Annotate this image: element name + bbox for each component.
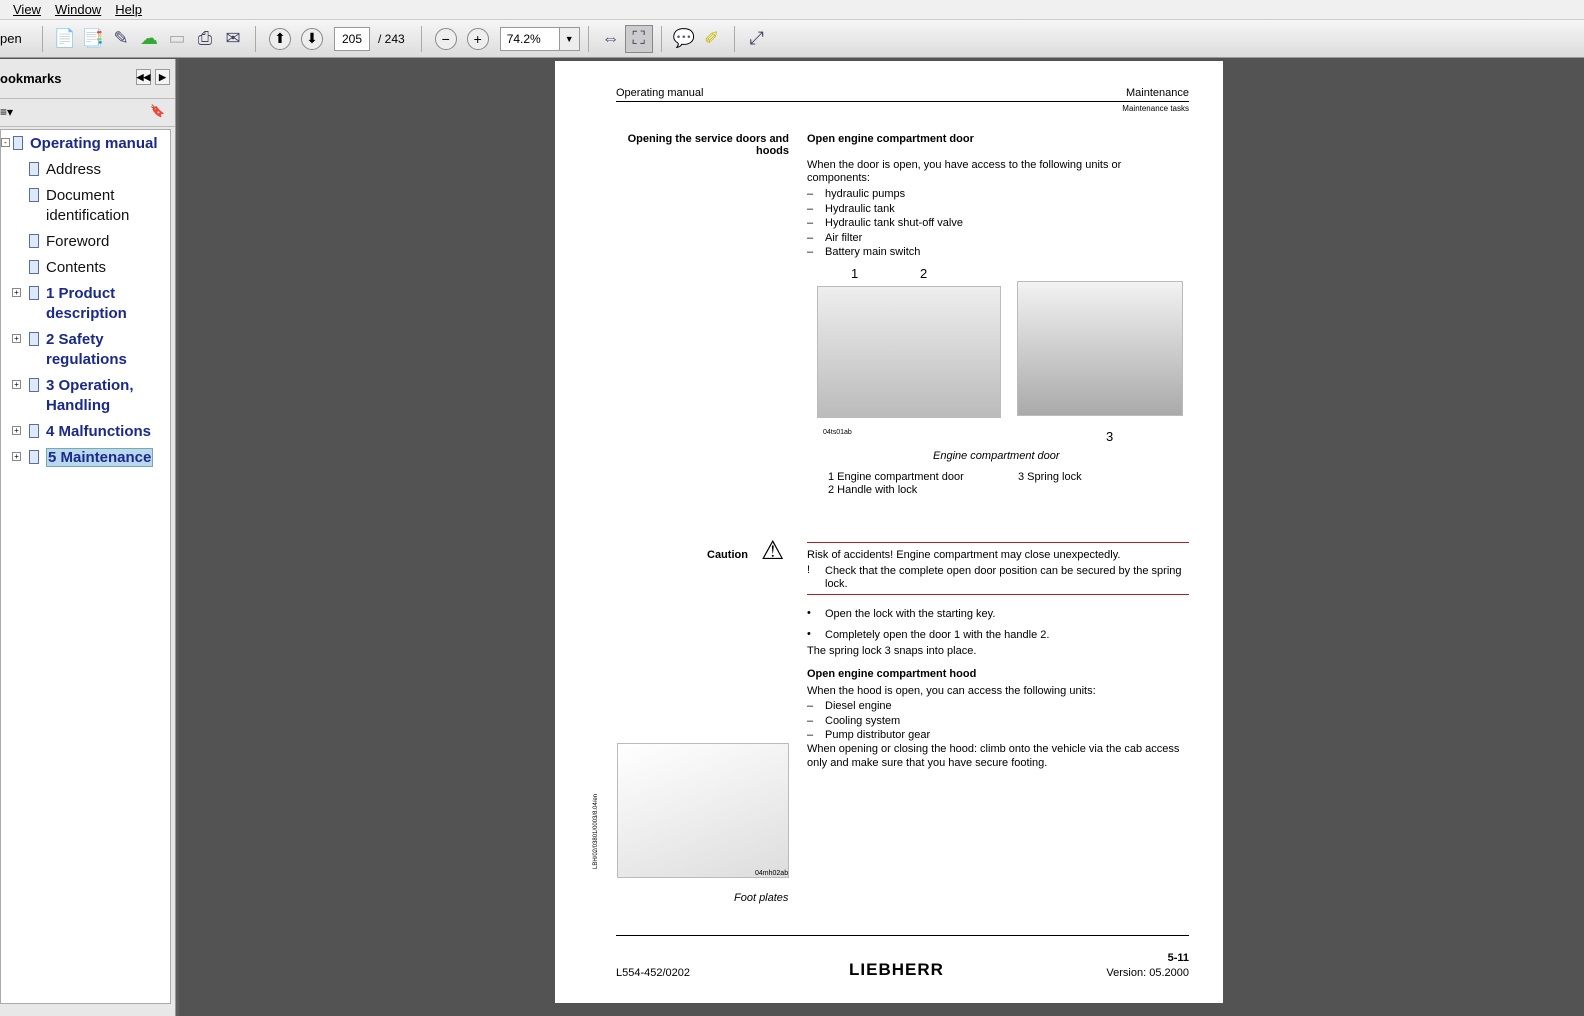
bookmark-label: 1 Product description	[46, 285, 127, 322]
bookmark-label: 4 Malfunctions	[46, 423, 152, 440]
cloud-upload-icon[interactable]: ☁	[140, 28, 158, 48]
list-item-text: Battery main switch	[825, 246, 921, 259]
expand-toggle-icon[interactable]: -	[1, 138, 10, 147]
bookmark-label: 2 Safety regulations	[46, 331, 127, 368]
bookmark-icon	[29, 332, 39, 346]
caution-text: Risk of accidents! Engine compartment may close unexpectedly.	[807, 549, 1121, 561]
bookmark-label: Foreword	[46, 233, 110, 250]
bookmark-icon	[29, 424, 39, 438]
menu-help[interactable]: Help	[115, 2, 142, 17]
footer-page: 5-11	[1167, 952, 1189, 964]
combine-files-icon[interactable]: 📑	[81, 28, 105, 48]
bookmark-item[interactable]	[1, 422, 170, 442]
caution-bang: !	[807, 564, 811, 576]
bookmark-label: Contents	[46, 259, 107, 276]
door-components-list	[807, 187, 963, 260]
list-item: – Pump distributor gear	[807, 729, 931, 742]
full-screen-icon[interactable]: ⤢	[749, 28, 764, 48]
callout-2: 2	[920, 266, 928, 281]
bookmark-icon	[29, 234, 39, 248]
expand-toggle-icon[interactable]: +	[12, 426, 21, 435]
menu-window[interactable]: Window	[54, 2, 102, 17]
figure2-caption: Foot plates	[734, 892, 789, 904]
list-item-text: hydraulic pumps	[825, 188, 906, 200]
side-heading: Opening the service doors and hoods	[627, 133, 789, 157]
bookmark-label: Operating manual	[30, 135, 158, 152]
zoom-out-button[interactable]: −	[435, 28, 457, 50]
figure-code: 04ts01ab	[823, 429, 852, 436]
options-menu-icon[interactable]: ≡▾	[0, 105, 14, 119]
expand-toggle-icon[interactable]: +	[12, 334, 21, 343]
callout-1: 1	[851, 266, 859, 281]
bookmark-item[interactable]	[1, 134, 170, 154]
bookmark-icon	[29, 162, 39, 176]
next-page-button[interactable]: ⬇	[301, 28, 323, 50]
expand-toggle-icon[interactable]: +	[12, 288, 21, 297]
bookmark-label: 3 Operation, Handling	[46, 377, 134, 414]
list-item-text: Diesel engine	[825, 700, 892, 712]
figure-caption: Engine compartment door	[933, 450, 1060, 462]
bookmarks-panel	[0, 59, 176, 1016]
footer-doc-id: L554-452/0202	[616, 967, 691, 979]
list-item: – Hydraulic tank shut-off valve	[807, 217, 963, 230]
fit-width-icon[interactable]: ⇔	[601, 28, 620, 48]
caution-action: Check that the complete open door position can be secured by the spring lock.	[825, 565, 1182, 590]
expand-toggle-icon[interactable]: +	[12, 380, 21, 389]
panel-splitter[interactable]	[176, 59, 179, 1016]
highlight-text-icon[interactable]: ✐	[704, 28, 720, 48]
door-intro: When the door is open, you have access to the following units or components:	[807, 159, 1122, 184]
bookmark-item[interactable]	[1, 284, 170, 324]
foot-plates-image	[617, 743, 789, 878]
legend-2: 2 Handle with lock	[828, 484, 918, 496]
save-icon[interactable]: ▭	[168, 28, 186, 48]
page-total: / 243	[378, 31, 405, 46]
step-result: The spring lock 3 snaps into place.	[807, 645, 977, 657]
bookmark-icon	[29, 286, 39, 300]
section-heading-door: Open engine compartment door	[807, 133, 974, 145]
toolbar	[0, 20, 1584, 58]
collapse-panel-icon[interactable]: ◀◀	[136, 69, 151, 85]
list-item-text: Air filter	[825, 231, 863, 244]
previous-page-button[interactable]: ⬆	[269, 28, 291, 50]
bookmark-icon	[29, 260, 39, 274]
bookmark-label: 5 Maintenance	[48, 449, 152, 466]
engine-door-closed-image	[817, 286, 1001, 418]
print-icon[interactable]: ⎙	[197, 28, 213, 48]
list-item-text: Hydraulic tank shut-off valve	[825, 217, 963, 230]
liebherr-logo: LIEBHERR	[849, 960, 944, 979]
bookmark-icon	[29, 378, 39, 392]
legend-1: 1 Engine compartment door	[828, 471, 964, 483]
legend-3: 3 Spring lock	[1018, 471, 1082, 483]
zoom-dropdown-icon[interactable]: ▼	[560, 27, 580, 51]
callout-3: 3	[1106, 429, 1114, 444]
bookmark-item[interactable]	[1, 258, 170, 278]
hood-intro: When the hood is open, you can access the following units:	[807, 685, 1096, 697]
new-bookmark-icon[interactable]: 🔖	[150, 104, 165, 118]
open-button[interactable]: pen	[0, 31, 22, 46]
bookmark-label: Document identification	[46, 187, 130, 224]
hood-note: When opening or closing the hood: climb onto the vehicle via the cab access only and make sure that you have secure footing.	[807, 743, 1180, 769]
warning-icon: ⚠	[761, 535, 785, 565]
list-item-text: Cooling system	[825, 714, 901, 727]
bookmark-icon	[29, 188, 39, 202]
list-item: – Air filter	[807, 231, 863, 244]
list-item: – Battery main switch	[807, 246, 921, 259]
list-item: – Hydraulic tank	[807, 202, 895, 215]
caution-label: Caution	[707, 549, 748, 561]
page-number-input[interactable]: 205	[334, 27, 370, 51]
menu-view[interactable]: View	[13, 2, 41, 17]
list-item-text: Pump distributor gear	[825, 729, 931, 742]
bookmark-item[interactable]	[1, 448, 170, 468]
pdf-page: Operating manual Maintenance Maintenance tasks Opening the service doors and hoods Open engine compartment door When the door is open, you have access to the following units or components: – hydraulic pumps – Hydraulic tank – Hydraulic tank shut-off valve – Air filter – Battery main switch 1 2 3 04ts01ab Engine compartment door 1 Engine compartment door 2 Handle with lock 3 Spring lock Caution ⚠ Risk of accidents! Engine compartment may close unexpectedly. ! Check that the complete open door position can be secured by the spring lock. • Open the lock with the starting key. • Completely open the door 1 with the handle 2. The spring lock 3 snaps into place. Open engine compartment hood When the hood is open, you can access the following units: – Diesel engine – Cooling system – Pump distributor gear When opening or closing the hood: climb onto the vehicle via the cab access only and make sure that you have secure footing. LBH/02/03801/0003/8.04/en 04mh02ab Foot plates L554-452/0202 LIEBHERR 5-11 Version: 05.2000	[555, 61, 1223, 1003]
email-icon[interactable]: ✉	[225, 28, 241, 48]
footer-version: Version: 05.2000	[1106, 967, 1189, 979]
bookmark-item[interactable]	[1, 186, 170, 226]
header-right: Maintenance	[1126, 87, 1189, 99]
figure-side-code: LBH/02/03801/0003/8.04/en	[593, 793, 599, 869]
section-heading-hood: Open engine compartment hood	[807, 668, 977, 680]
comment-icon[interactable]: 💬	[672, 28, 695, 48]
bookmark-item[interactable]	[1, 330, 170, 370]
expand-toggle-icon[interactable]: +	[12, 452, 21, 461]
bookmark-tree	[0, 129, 171, 1004]
header-sub: Maintenance tasks	[1122, 104, 1189, 113]
expand-panel-icon[interactable]: ▶	[155, 69, 170, 85]
bookmark-item[interactable]	[1, 160, 170, 180]
step-2: Completely open the door 1 with the handle 2.	[825, 629, 1050, 641]
list-item: – Diesel engine	[807, 700, 892, 712]
figure2-code: 04mh02ab	[755, 870, 789, 877]
zoom-input[interactable]: 74.2%	[500, 27, 560, 51]
list-item-text: Hydraulic tank	[825, 202, 895, 215]
bookmark-icon	[13, 136, 23, 150]
header-left: Operating manual	[616, 87, 704, 99]
menu-bar	[0, 0, 1584, 20]
fit-page-icon[interactable]: ⛶	[625, 25, 653, 53]
create-pdf-icon[interactable]: 📄	[53, 28, 77, 48]
hood-units-list	[807, 699, 930, 743]
zoom-in-button[interactable]: +	[467, 28, 489, 50]
engine-door-open-image	[1017, 281, 1183, 416]
edit-icon[interactable]: ✎	[113, 28, 129, 48]
bookmark-item[interactable]	[1, 376, 170, 416]
step-1: Open the lock with the starting key.	[825, 608, 996, 620]
bookmark-icon	[29, 450, 39, 464]
bookmarks-title: ookmarks	[0, 71, 62, 86]
bookmark-item[interactable]	[1, 232, 170, 252]
bookmark-label: Address	[46, 161, 102, 178]
list-item: – Cooling system	[807, 714, 901, 727]
list-item: – hydraulic pumps	[807, 188, 906, 200]
